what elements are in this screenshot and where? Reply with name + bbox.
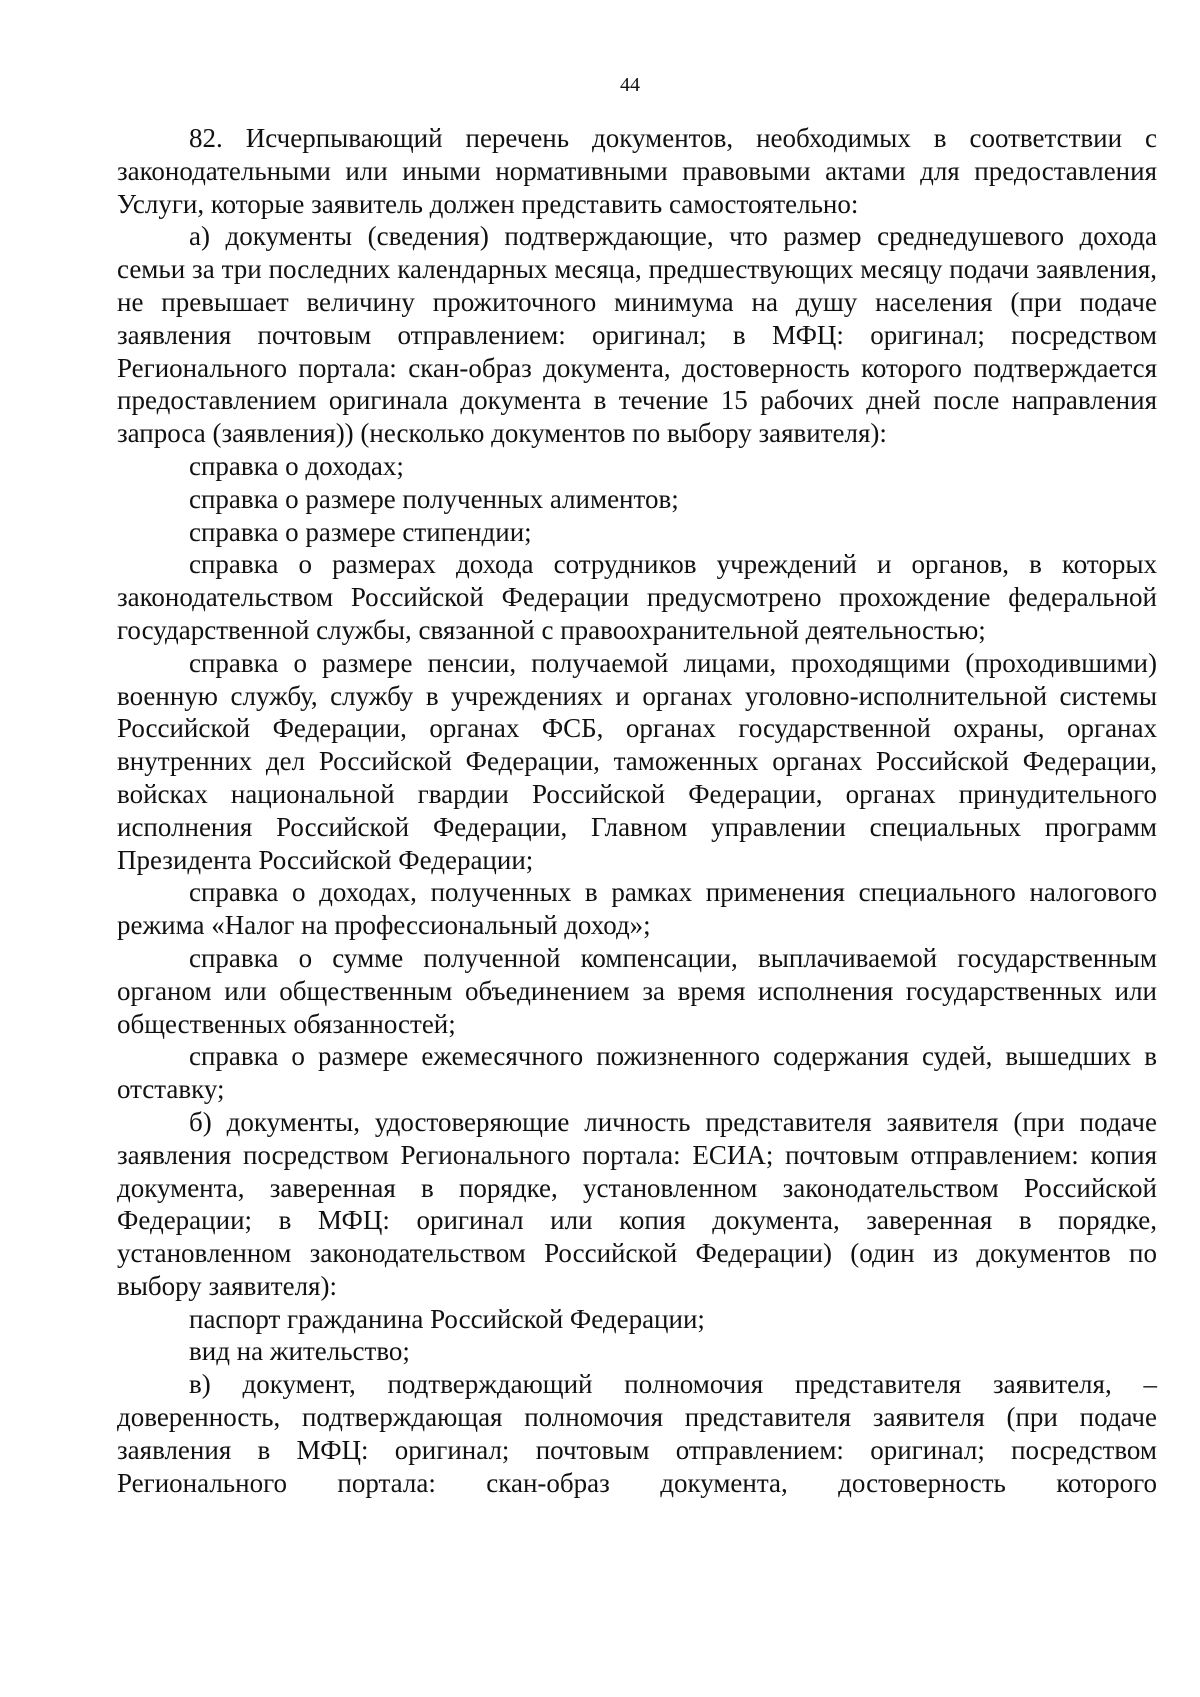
list-item-stipend-certificate: справка о размере стипендии;: [189, 516, 532, 547]
paragraph-item-v: в) документ, подтверждающий полномочия представителя заявителя, – доверенность, подтверждающая полномочия представителя заявителя (при подаче заявления в МФЦ: оригинал; почтовым отправлением: оригинал; посредством Регионального портала: скан-образ документа, достоверность которого: [117, 1369, 1157, 1498]
list-item-residence-permit: вид на жительство;: [189, 1336, 410, 1367]
list-item-alimony-certificate: справка о размере полученных алиментов;: [189, 483, 679, 514]
list-item-law-enforcement-income: справка о размерах дохода сотрудников учреждений и органов, в которых законодательством Российской Федерации предусмотрено прохождение федеральной государственной службы, связанной с правоохранительной деятельностью;: [117, 549, 1157, 645]
list-item-passport: паспорт гражданина Российской Федерации;: [189, 1303, 705, 1334]
document-body: [117, 122, 1157, 1499]
paragraph-item-b: б) документы, удостоверяющие личность представителя заявителя (при подаче заявления посредством Регионального портала: ЕСИА; почтовым отправлением: копия документа, заверенная в порядке, установленном законодательством Российской Федерации; в МФЦ: оригинал или копия документа, заверенная в порядке, установленном законодательством Российской Федерации) (один из документов по выбору заявителя):: [117, 1106, 1157, 1301]
list-item-judges-maintenance: справка о размере ежемесячного пожизненного содержания судей, вышедших в отставку;: [117, 1041, 1157, 1105]
list-item-professional-income-tax: справка о доходах, полученных в рамках применения специального налогового режима «Налог на профессиональный доход»;: [117, 877, 1157, 941]
paragraph-item-a: а) документы (сведения) подтверждающие, что размер среднедушевого дохода семьи за три последних календарных месяца, предшествующих месяцу подачи заявления, не превышает величину прожиточного минимума на душу населения (при подаче заявления почтовым отправлением: оригинал; в МФЦ: оригинал; посредством Регионального портала: скан-образ документа, достоверность которого подтверждается предоставлением оригинала документа в течение 15 рабочих дней после направления запроса (заявления)) (несколько документов по выбору заявителя):: [117, 221, 1157, 449]
paragraph-82-intro: 82. Исчерпывающий перечень документов, необходимых в соответствии с законодательными или иными нормативными правовыми актами для предоставления Услуги, которые заявитель должен представить самостоятельно:: [117, 123, 1157, 219]
list-item-income-certificate: справка о доходах;: [189, 450, 404, 481]
list-item-pension-certificate: справка о размере пенсии, получаемой лицами, проходящими (проходившими) военную службу, службу в учреждениях и органах уголовно-исполнительной системы Российской Федерации, органах ФСБ, органах государственной охраны, органах внутренних дел Российской Федерации, таможенных органах Российской Федерации, войсках национальной гвардии Российской Федерации, органах принудительного исполнения Российской Федерации, Главном управлении специальных программ Президента Российской Федерации;: [117, 647, 1157, 875]
list-item-compensation-certificate: справка о сумме полученной компенсации, выплачиваемой государственным органом или общественным объединением за время исполнения государственных или общественных обязанностей;: [117, 942, 1157, 1039]
page-number: 44: [620, 74, 640, 96]
